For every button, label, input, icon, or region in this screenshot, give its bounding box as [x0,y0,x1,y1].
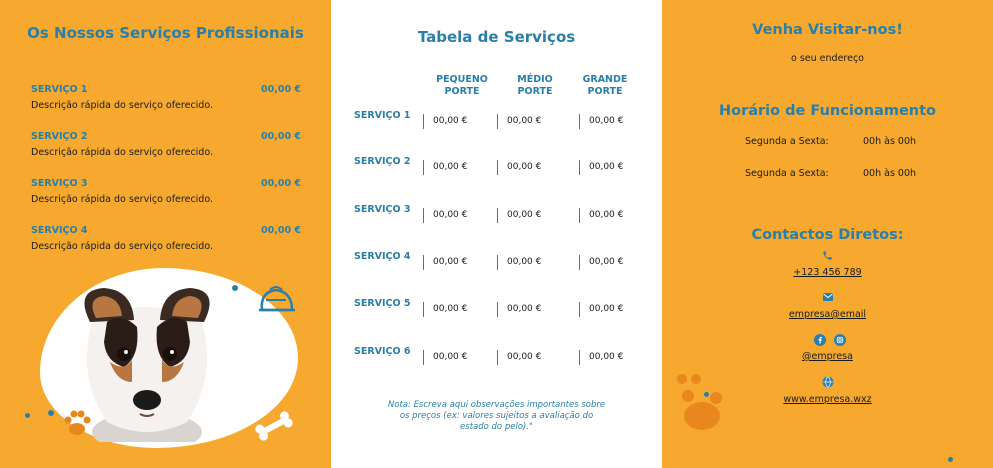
hours-time: 00h às 00h [863,136,917,147]
decor-dot [48,410,54,416]
service-item [31,225,301,252]
service-item [31,131,301,158]
service-item [31,84,301,111]
phone-icon [822,250,833,261]
service-name: SERVIÇO 1 [31,84,88,95]
price-cell: 00,00 € [423,208,467,223]
price-cell: 00,00 € [497,114,541,129]
price-cell: 00,00 € [579,208,623,223]
row-label: SERVIÇO 1 [354,110,411,121]
service-price: 00,00 € [261,225,301,236]
price-cell: 00,00 € [497,160,541,175]
contacts-title: Contactos Diretos: [751,227,904,243]
hours-title: Horário de Funcionamento [718,103,937,119]
price-cell: 00,00 € [497,255,541,270]
column-header: GRANDE PORTE [582,74,628,97]
service-name: SERVIÇO 2 [31,131,88,142]
table-row [331,204,662,224]
decor-dot [704,392,709,397]
row-label: SERVIÇO 4 [354,251,411,262]
table-row [331,156,662,176]
table-row [331,346,662,366]
service-description: Descrição rápida do serviço oferecido. [31,241,214,252]
address-text: o seu endereço [791,53,864,64]
hours-time: 00h às 00h [863,168,917,179]
instagram-icon[interactable] [834,334,846,346]
price-cell: 00,00 € [579,114,623,129]
price-cell: 00,00 € [497,302,541,317]
row-label: SERVIÇO 5 [354,298,411,309]
price-cell: 00,00 € [579,302,623,317]
hours-days: Segunda a Sexta: [745,168,829,179]
visit-title: Venha Visitar-nos! [752,22,903,38]
globe-icon [822,376,834,388]
services-title: Os Nossos Serviços Profissionais [27,24,304,42]
phone-link[interactable]: +123 456 789 [793,267,862,278]
dog-bowl-icon [256,282,298,318]
service-description: Descrição rápida do serviço oferecido. [31,147,214,158]
social-handle-link[interactable]: @empresa [802,351,853,362]
bone-icon [252,410,296,442]
decor-dot [948,457,953,462]
decor-dot [25,413,30,418]
contact-panel [662,0,993,468]
table-title: Tabela de Serviços [417,28,576,46]
service-name: SERVIÇO 4 [31,225,88,236]
service-price: 00,00 € [261,178,301,189]
price-cell: 00,00 € [497,350,541,365]
row-label: SERVIÇO 2 [354,156,411,167]
mail-icon [823,293,833,301]
column-header: PEQUENO PORTE [436,74,488,97]
row-label: SERVIÇO 6 [354,346,411,357]
email-link[interactable]: empresa@email [788,309,867,320]
service-price: 00,00 € [261,131,301,142]
price-cell: 00,00 € [423,160,467,175]
price-cell: 00,00 € [579,255,623,270]
price-cell: 00,00 € [497,208,541,223]
price-cell: 00,00 € [423,350,467,365]
table-row [331,251,662,271]
service-description: Descrição rápida do serviço oferecido. [31,194,214,205]
website-link[interactable]: www.empresa.wxz [783,394,872,405]
price-cell: 00,00 € [423,302,467,317]
table-row [331,110,662,130]
service-item [31,178,301,205]
price-table-panel [331,0,662,468]
hours-days: Segunda a Sexta: [745,136,829,147]
facebook-icon[interactable] [814,334,826,346]
price-cell: 00,00 € [579,160,623,175]
decor-dot [232,285,238,291]
price-cell: 00,00 € [423,255,467,270]
paw-icon [62,408,92,438]
price-cell: 00,00 € [423,114,467,129]
pricing-note: Nota: Escreva aqui observações importantes sobre os preços (ex: valores sujeitos a avaliação do estado do pelo)." [387,400,606,432]
service-name: SERVIÇO 3 [31,178,88,189]
paw-icon [672,372,727,434]
service-price: 00,00 € [261,84,301,95]
services-panel [0,0,331,468]
price-cell: 00,00 € [579,350,623,365]
column-header: MÉDIO PORTE [517,74,553,97]
row-label: SERVIÇO 3 [354,204,411,215]
table-row [331,298,662,318]
service-description: Descrição rápida do serviço oferecido. [31,100,214,111]
